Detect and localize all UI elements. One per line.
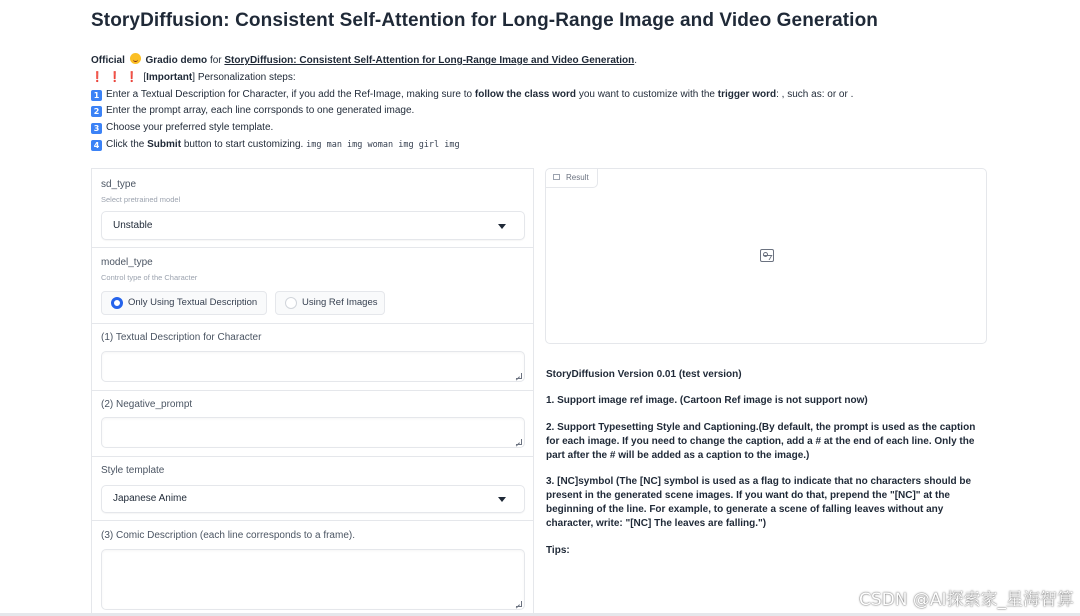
model-type-info: Control type of the Character	[101, 273, 198, 282]
negative-prompt-label: (2) Negative_prompt	[101, 399, 193, 410]
radio-textual-description[interactable]	[101, 291, 267, 315]
comic-description-block	[92, 521, 533, 616]
negative-prompt-input[interactable]	[101, 417, 525, 448]
tips-heading: Tips:	[546, 544, 570, 556]
result-image-panel	[545, 168, 987, 344]
step-1-text-b: follow the class word	[474, 88, 577, 100]
step-1-text-e: : , such as: or or .	[776, 88, 854, 100]
step-3	[91, 120, 991, 137]
sd-type-label: sd_type	[101, 179, 137, 190]
textual-description-input[interactable]	[101, 351, 525, 382]
sd-type-block	[92, 169, 533, 248]
step-4-text-c: button to start customizing.	[183, 138, 304, 150]
sd-type-dropdown[interactable]	[101, 211, 525, 240]
important-line: ❗ ❗ ❗ [Important] Personalization steps:	[91, 71, 296, 83]
radio-textual-label: Only Using Textual Description	[128, 297, 258, 308]
style-template-value: Japanese Anime	[113, 493, 187, 504]
radio-ref-label: Using Ref Images	[302, 297, 378, 308]
model-type-radio-group	[101, 291, 401, 315]
note-item-1: 1. Support image ref image. (Cartoon Ref image is not support now)	[546, 395, 868, 406]
exclamation-icon: ❗	[91, 71, 104, 83]
textual-description-block	[92, 324, 533, 391]
result-label: Result	[566, 173, 589, 182]
step-1-text-c: you want to customize with the	[578, 88, 715, 100]
step-4	[91, 137, 991, 154]
textual-description-label: (1) Textual Description for Character	[101, 332, 262, 343]
hugging-face-icon	[130, 53, 141, 64]
step-1-text-a: Enter a Textual Description for Character, if you add the Ref-Image, making sure to	[106, 88, 473, 100]
for-word: for	[209, 55, 222, 66]
negative-prompt-block	[92, 391, 533, 457]
step-2-text: Enter the prompt array, each line corrsponds to one generated image.	[106, 105, 415, 117]
number-4-icon: 4	[91, 140, 102, 151]
step-2	[91, 103, 991, 120]
style-template-label: Style template	[101, 465, 165, 476]
exclamation-icon: ❗	[125, 71, 139, 83]
image-placeholder-icon	[760, 249, 774, 262]
step-1	[91, 87, 991, 104]
sd-type-info: Select pretrained model	[101, 195, 181, 204]
exclamation-icon: ❗	[108, 71, 121, 83]
official-label: Official	[91, 55, 125, 66]
style-template-block	[92, 457, 533, 521]
note-item-2: 2. Support Typesetting Style and Captioning.(By default, the prompt is used as the caption for each image. If you need to change the caption, add a # at the end of each line. Only the part after the # will be added as a caption to the image.)	[546, 421, 976, 461]
sd-type-value: Unstable	[113, 220, 153, 231]
paper-link[interactable]: StoryDiffusion: Consistent Self-Attention for Long-Range Image and Video Generation	[224, 55, 635, 66]
number-3-icon: 3	[91, 123, 102, 134]
model-type-block	[92, 248, 533, 324]
page-title: StoryDiffusion: Consistent Self-Attention for Long-Range Image and Video Generation	[91, 10, 878, 31]
radio-dot-icon	[285, 297, 297, 309]
settings-panel	[91, 168, 534, 616]
comic-description-label: (3) Comic Description (each line corresponds to a frame).	[101, 530, 355, 541]
step-4-text-b: Submit	[147, 138, 182, 150]
version-notes	[546, 368, 986, 570]
link-suffix: .	[634, 55, 638, 66]
intro-official-line	[91, 53, 991, 70]
step-4-text-a: Click the	[106, 138, 145, 150]
resize-handle-icon[interactable]	[516, 373, 522, 379]
style-template-dropdown[interactable]	[101, 485, 525, 513]
chevron-down-icon	[498, 224, 506, 229]
number-1-icon: 1	[91, 90, 102, 101]
model-type-label: model_type	[101, 257, 153, 268]
watermark: CSDN @AI探索家_星海智算	[858, 590, 1074, 610]
resize-handle-icon[interactable]	[516, 601, 522, 607]
important-label: Important	[146, 71, 193, 83]
radio-ref-images[interactable]	[275, 291, 385, 315]
radio-dot-icon	[111, 297, 123, 309]
step-1-text-d: trigger word	[717, 88, 777, 100]
gradio-demo-label: Gradio demo	[145, 55, 208, 66]
version-heading: StoryDiffusion Version 0.01 (test version)	[546, 369, 742, 380]
note-item-3: 3. [NC]symbol (The [NC] symbol is used as a flag to indicate that no characters should be present in the generated scene images. If you want do that, prepend the "[NC]" at the beginning of the line. For example, to generate a scene of falling leaves without any character, write: "[NC] The leaves are falling.")	[546, 476, 972, 529]
important-text: Personalization steps:	[197, 71, 296, 83]
trigger-code: img man img woman img girl img	[306, 139, 460, 150]
resize-handle-icon[interactable]	[516, 439, 522, 445]
image-icon	[553, 174, 560, 180]
result-label-tag	[546, 169, 598, 188]
comic-description-input[interactable]	[101, 549, 525, 610]
number-2-icon: 2	[91, 106, 102, 117]
step-3-text: Choose your preferred style template.	[106, 122, 274, 134]
chevron-down-icon	[498, 497, 506, 502]
intro-section	[91, 53, 991, 154]
